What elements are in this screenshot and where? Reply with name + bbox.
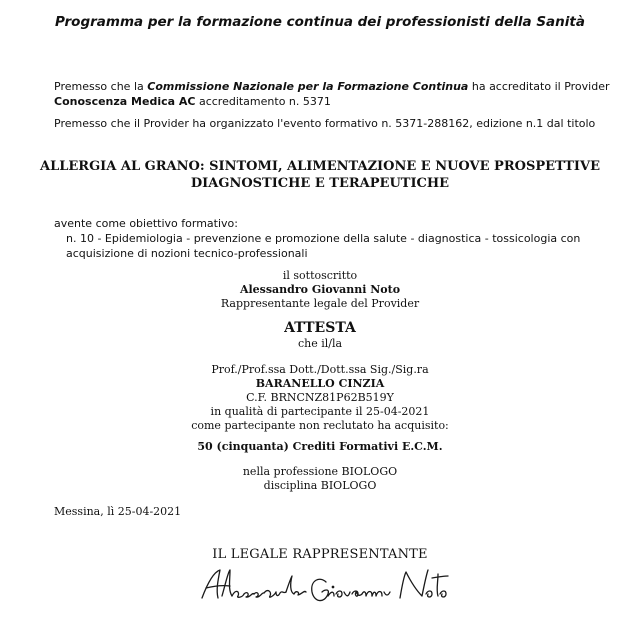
signer-name: Alessandro Giovanni Noto bbox=[239, 283, 401, 296]
signer-role: Rappresentante legale del Provider bbox=[220, 297, 420, 310]
profession-block bbox=[0, 465, 640, 493]
objective-section bbox=[54, 216, 614, 261]
participant-fiscal-code: C.F. BRNCNZ81P62B519Y bbox=[246, 391, 394, 404]
accreditation-number: accreditamento n. 5371 bbox=[195, 95, 331, 108]
participant-name: BARANELLO CINZIA bbox=[255, 377, 385, 390]
handwritten-signature bbox=[192, 562, 452, 610]
participant-status: come partecipante non reclutato ha acquisito: bbox=[191, 419, 449, 432]
premise-middle: ha accreditato il Provider bbox=[468, 80, 610, 93]
premise-prefix: Premesso che la bbox=[54, 80, 148, 93]
ecm-credits: 50 (cinquanta) Crediti Formativi E.C.M. bbox=[197, 440, 443, 453]
attesta-heading: ATTESTA bbox=[284, 320, 356, 336]
participant-block bbox=[0, 363, 640, 433]
signer-block bbox=[0, 269, 640, 311]
event-title: ALLERGIA AL GRANO: SINTOMI, ALIMENTAZIONE E NUOVE PROSPETTIVE DIAGNOSTICHE E TERAPEUTICHE bbox=[40, 159, 600, 191]
premise-event: Premesso che il Provider ha organizzato l'evento formativo n. 5371-288162, edizione n.1 dal titolo bbox=[54, 117, 596, 130]
che-il-la: che il/la bbox=[297, 337, 343, 350]
objective-label: avente come obiettivo formativo: bbox=[54, 217, 238, 230]
commission-name: Commissione Nazionale per la Formazione Continua bbox=[147, 80, 469, 93]
profession: nella professione BIOLOGO bbox=[242, 465, 398, 478]
place-date: Messina, lì 25-04-2021 bbox=[54, 505, 182, 518]
participant-titles: Prof./Prof.ssa Dott./Dott.ssa Sig./Sig.ra bbox=[211, 363, 429, 376]
program-header: Programma per la formazione continua dei professionisti della Sanità bbox=[55, 14, 585, 30]
objective-text: n. 10 - Epidemiologia - prevenzione e promozione della salute - diagnostica - tossicologia con acquisizione di nozioni tecnico-professionali bbox=[66, 232, 581, 260]
provider-name: Conoscenza Medica AC bbox=[54, 95, 196, 108]
participant-role-date: in qualità di partecipante il 25-04-2021 bbox=[210, 405, 430, 418]
discipline: disciplina BIOLOGO bbox=[263, 479, 377, 492]
legal-representative-label: IL LEGALE RAPPRESENTANTE bbox=[212, 547, 428, 562]
premise-commission bbox=[54, 79, 614, 109]
signer-intro: il sottoscritto bbox=[282, 269, 358, 282]
